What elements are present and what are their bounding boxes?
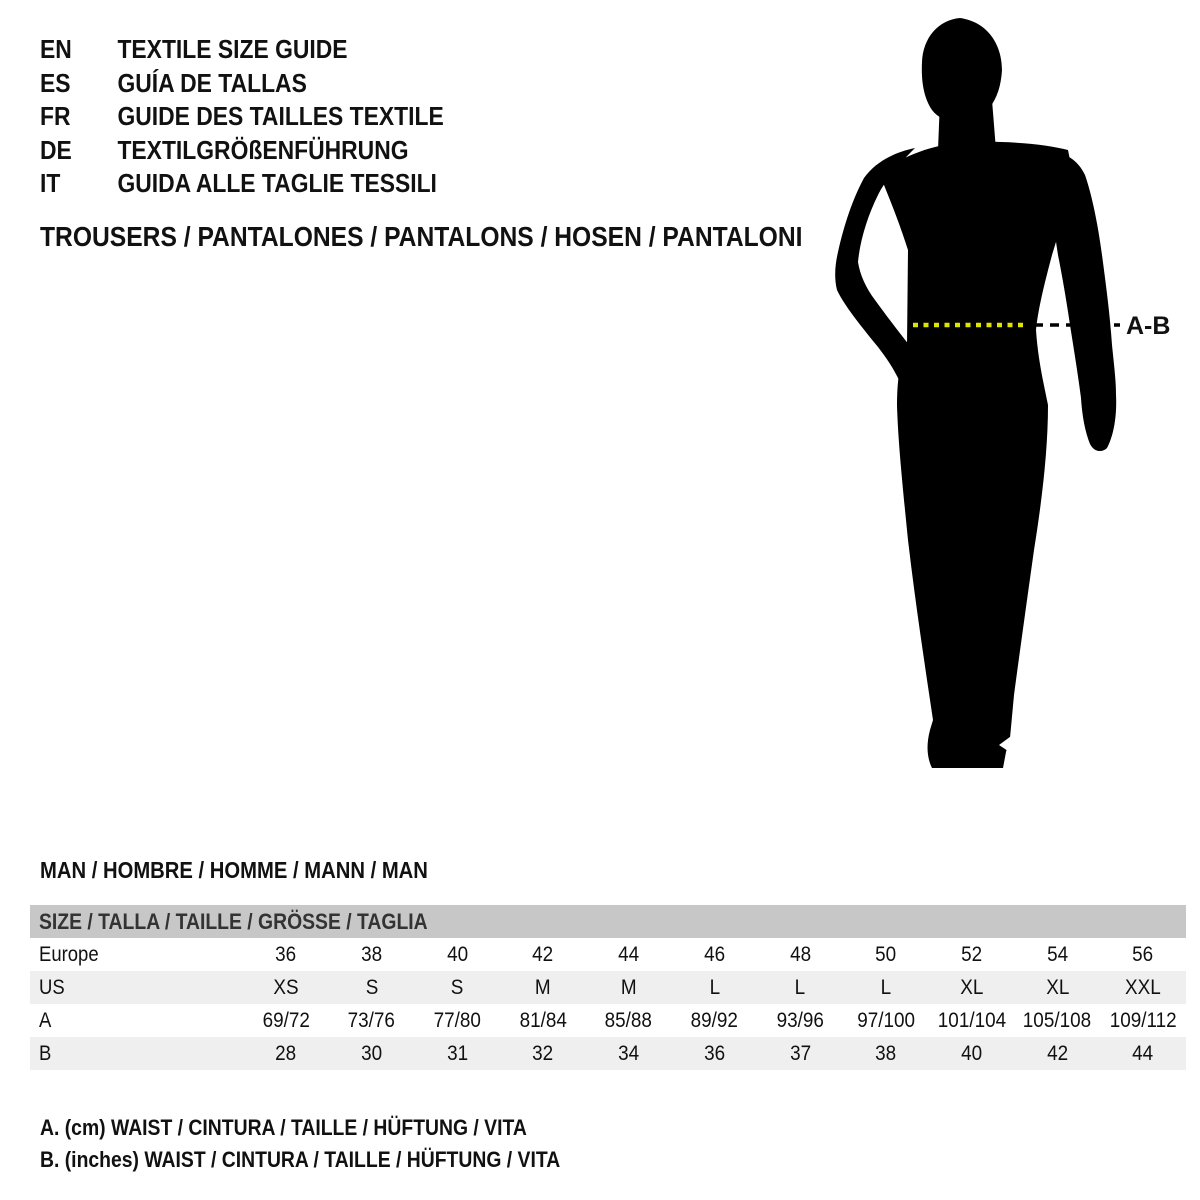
language-title-block [40,33,499,201]
size-value: 42 [532,943,554,966]
size-value: 101/104 [937,1009,1006,1032]
size-value: 30 [361,1042,383,1065]
category-heading: TROUSERS / PANTALONES / PANTALONS / HOSEN / PANTALONI [40,221,803,252]
size-value: 28 [275,1042,297,1065]
row-label: B [39,1042,52,1065]
table-row-b [30,1037,1186,1070]
size-value: S [450,976,464,999]
size-value: M [535,976,551,999]
language-row-es [40,67,444,101]
language-title: TEXTILGRÖßENFÜHRUNG [117,134,409,165]
size-value: 81/84 [519,1009,567,1032]
size-value: 56 [1132,943,1154,966]
figure-area [820,0,1200,800]
size-value: 73/76 [347,1009,396,1032]
size-value: 50 [875,943,897,966]
size-table [30,905,1186,1070]
size-value: 105/108 [1023,1009,1092,1032]
language-title: TEXTILE SIZE GUIDE [117,34,348,65]
language-row-fr [40,100,444,134]
language-code: FR [40,101,71,132]
size-value: 77/80 [433,1009,481,1032]
language-title: GUIDE DES TAILLES TEXTILE [117,101,444,132]
size-value: 38 [875,1042,897,1065]
measure-label: A-B [1126,312,1171,340]
size-value: XS [273,976,299,999]
row-label: Europe [39,943,99,966]
table-row-europe [30,938,1186,971]
size-value: 34 [618,1042,640,1065]
language-title: GUÍA DE TALLAS [117,67,307,98]
size-value: L [794,976,806,999]
size-value: 44 [618,943,640,966]
size-value: 46 [703,943,726,966]
language-code: ES [40,67,71,98]
size-value: 31 [446,1042,468,1065]
footnote-b: B. (inches) WAIST / CINTURA / TAILLE / HÜFTUNG / VITA [40,1147,561,1172]
size-value: 36 [275,943,297,966]
size-value: 44 [1132,1042,1154,1065]
silhouette-right-arm [1050,152,1116,451]
size-value: 37 [789,1042,811,1065]
size-value: 40 [446,943,468,966]
size-value: 38 [361,943,383,966]
footnote-a: A. (cm) WAIST / CINTURA / TAILLE / HÜFTUNG / VITA [40,1115,527,1140]
size-value: M [620,976,637,999]
row-label: US [39,976,65,999]
language-code: EN [40,34,72,65]
language-row-de [40,134,444,168]
size-value: L [709,976,720,999]
size-value: 97/100 [857,1009,915,1032]
size-value: 69/72 [262,1009,310,1032]
size-value: 40 [961,1042,983,1065]
size-table-header: SIZE / TALLA / TAILLE / GRÖSSE / TAGLIA [30,905,1186,938]
size-value: XXL [1125,976,1161,999]
size-value: XL [1045,976,1069,999]
size-value: 54 [1046,943,1068,966]
size-value: 32 [532,1042,554,1065]
size-value: 93/96 [776,1009,824,1032]
section-heading: MAN / HOMBRE / HOMME / MANN / MAN [40,857,428,883]
size-value: XL [960,976,984,999]
row-label: A [39,1009,52,1032]
size-value: 109/112 [1109,1009,1177,1032]
size-value: 48 [789,943,811,966]
language-title: GUIDA ALLE TAGLIE TESSILI [117,168,437,199]
table-row-us [30,971,1186,1004]
language-row-it [40,167,444,201]
size-value: L [880,976,892,999]
table-row-a [30,1004,1186,1037]
language-row-en [40,33,444,67]
language-code: DE [40,134,72,165]
silhouette-torso-legs [880,142,1072,768]
footnotes [40,1112,631,1176]
size-value: 89/92 [690,1009,739,1032]
man-silhouette [820,0,1200,800]
size-value: S [365,976,378,999]
size-value: 42 [1046,1042,1068,1065]
size-value: 36 [703,1042,726,1065]
size-value: 85/88 [605,1009,653,1032]
size-value: 52 [961,943,983,966]
language-code: IT [40,168,61,199]
